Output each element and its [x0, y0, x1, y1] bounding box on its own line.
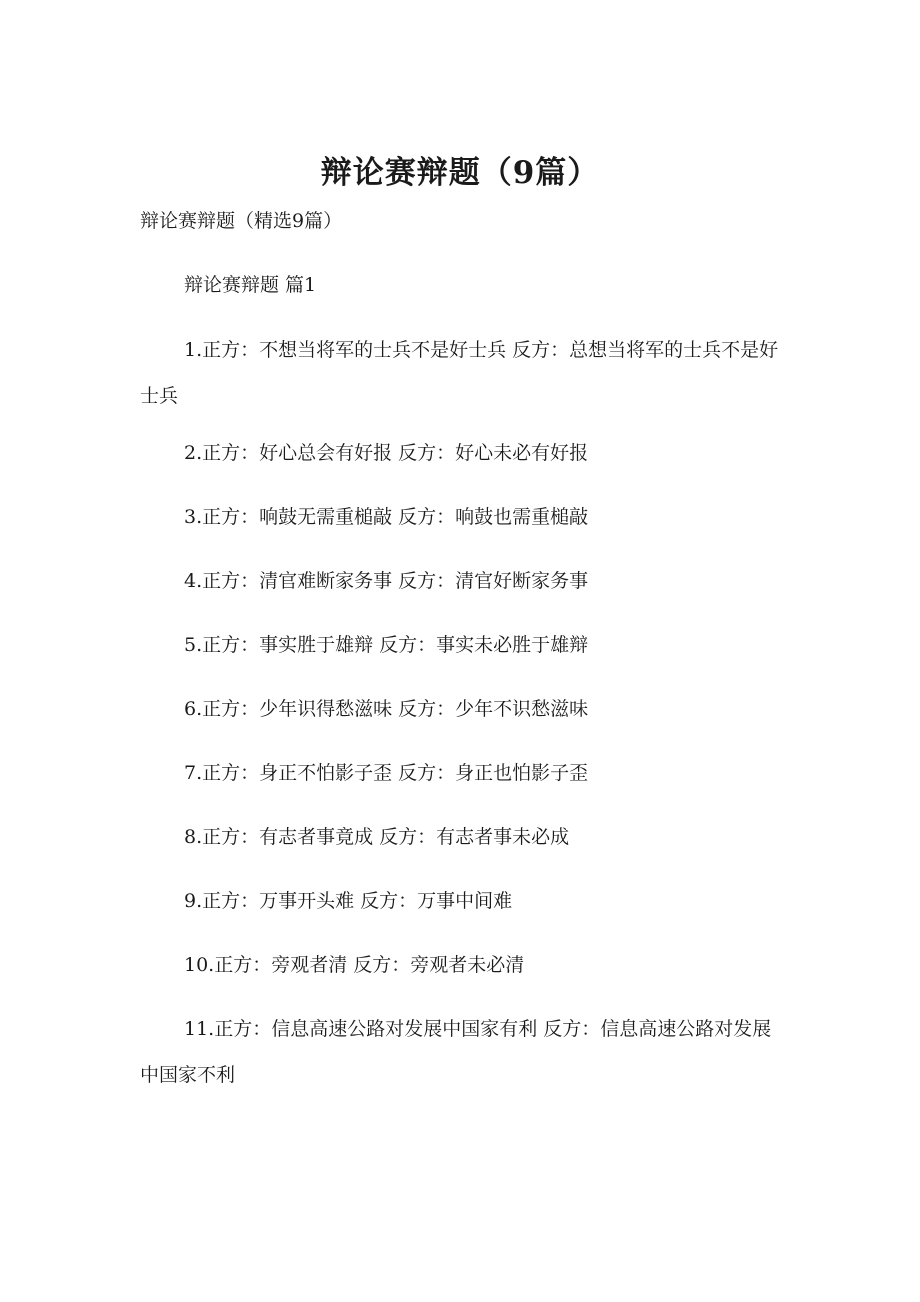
debate-topic-item: 7.正方：身正不怕影子歪 反方：身正也怕影子歪 [184, 762, 589, 784]
debate-topic-item: 5.正方：事实胜于雄辩 反方：事实未必胜于雄辩 [184, 634, 589, 656]
debate-topic-list [140, 334, 780, 1116]
debate-topic-item: 11.正方：信息高速公路对发展中国家有利 反方：信息高速公路对发展中国家不利 [140, 1018, 772, 1086]
debate-topic-item: 9.正方：万事开头难 反方：万事中间难 [184, 890, 513, 912]
section-heading: 辩论赛辩题 篇1 [184, 274, 317, 296]
debate-topic-item: 3.正方：响鼓无需重槌敲 反方：响鼓也需重槌敲 [184, 506, 589, 528]
debate-topic-item: 10.正方：旁观者清 反方：旁观者未必清 [184, 954, 525, 976]
document-title: 辩论赛辩题（9篇） [320, 155, 600, 191]
debate-topic-item: 1.正方：不想当将军的士兵不是好士兵 反方：总想当将军的士兵不是好士兵 [140, 339, 779, 407]
debate-topic-item: 4.正方：清官难断家务事 反方：清官好断家务事 [184, 570, 589, 592]
debate-topic-item: 8.正方：有志者事竟成 反方：有志者事未必成 [184, 826, 570, 848]
document-subtitle: 辩论赛辩题（精选9篇） [140, 210, 343, 232]
debate-topic-item: 2.正方：好心总会有好报 反方：好心未必有好报 [184, 442, 589, 464]
debate-topic-item: 6.正方：少年识得愁滋味 反方：少年不识愁滋味 [184, 698, 589, 720]
